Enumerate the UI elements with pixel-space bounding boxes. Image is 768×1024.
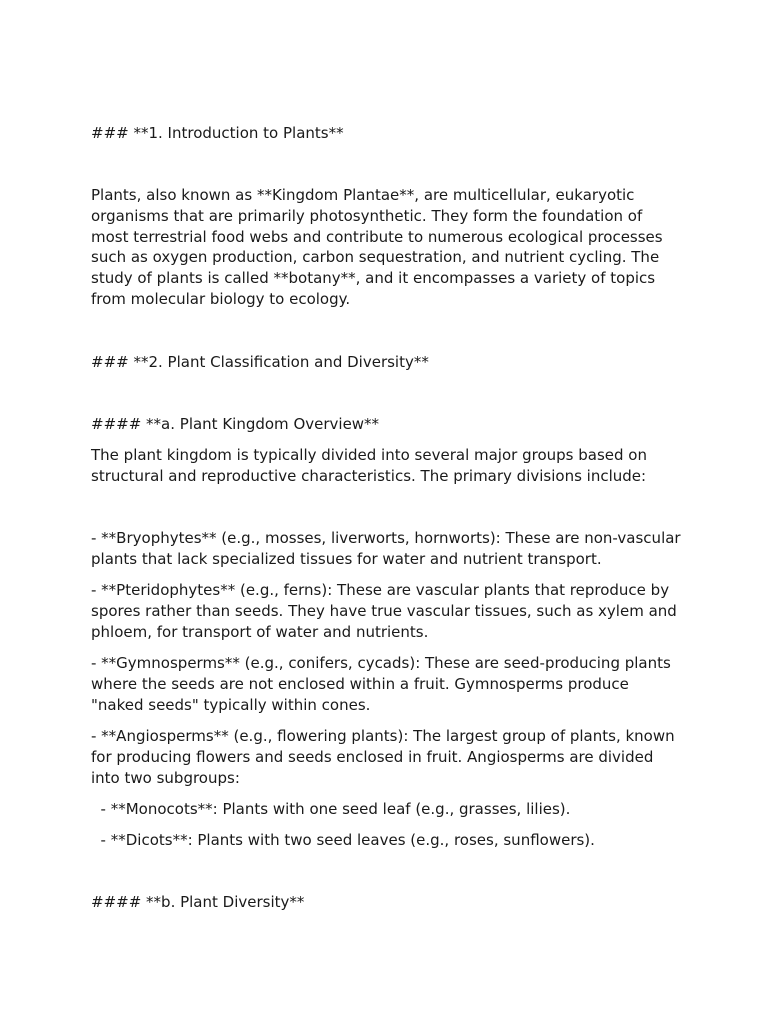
- heading-classification: ### **2. Plant Classification and Diversity**: [91, 353, 429, 371]
- heading-plant-diversity: #### **b. Plant Diversity**: [91, 893, 305, 911]
- intro-paragraph: Plants, also known as **Kingdom Plantae**, are multicellular, eukaryotic organisms that are primarily photosynthetic. They form the foundation of most terrestrial food webs and contribute to numerous ecological processes such as oxygen production, carbon sequestration, and nutrient cycling. The study of plants is called **botany**, and it encompasses a variety of topics from molecular biology to ecology.: [91, 186, 668, 308]
- list-item-bryophytes: - **Bryophytes** (e.g., mosses, liverworts, hornworts): These are non-vascular plants that lack specialized tissues for water and nutrient transport.: [91, 529, 686, 568]
- list-item-pteridophytes: - **Pteridophytes** (e.g., ferns): These are vascular plants that reproduce by spores rather than seeds. They have true vascular tissues, such as xylem and phloem, for transport of water and nutrients.: [91, 581, 682, 641]
- list-item-gymnosperms: - **Gymnosperms** (e.g., conifers, cycads): These are seed-producing plants where the seeds are not enclosed within a fruit. Gymnosperms produce "naked seeds" typically within cones.: [91, 654, 676, 714]
- heading-kingdom-overview: #### **a. Plant Kingdom Overview**: [91, 415, 380, 433]
- sub-list-item-dicots: - **Dicots**: Plants with two seed leaves (e.g., roses, sunflowers).: [91, 831, 595, 849]
- overview-paragraph: The plant kingdom is typically divided into several major groups based on structural and reproductive characteristics. The primary divisions include:: [91, 446, 652, 485]
- sub-list-item-monocots: - **Monocots**: Plants with one seed leaf (e.g., grasses, lilies).: [91, 800, 571, 818]
- list-item-angiosperms: - **Angiosperms** (e.g., flowering plants): The largest group of plants, known for producing flowers and seeds enclosed in fruit. Angiosperms are divided into two subgroups:: [91, 727, 680, 787]
- heading-introduction: ### **1. Introduction to Plants**: [91, 124, 344, 142]
